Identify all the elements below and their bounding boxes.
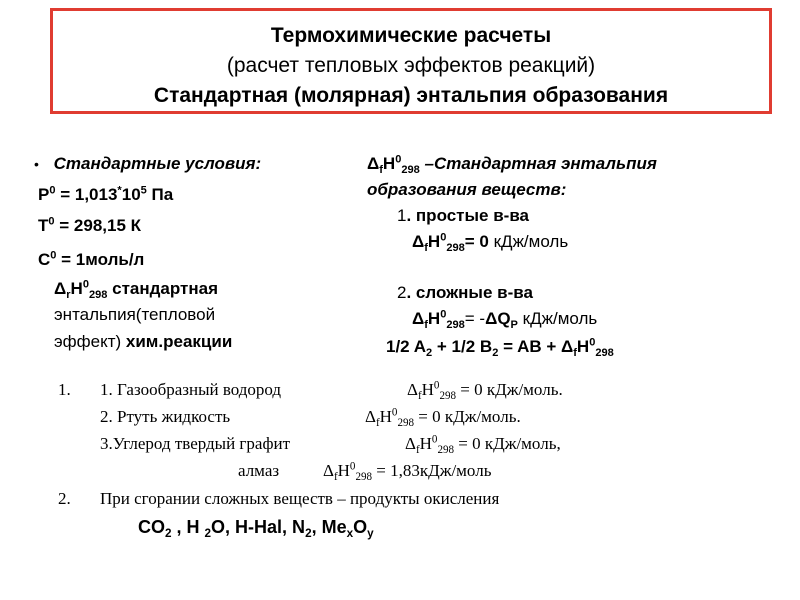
reaction-enthalpy-line: $\Delta_rH^0_{298}$ стандартная <box>54 278 219 301</box>
complex-substances-eq: $\Delta_fH^0_{298}= -\Delta Q_P$ кДж/моль <box>412 308 598 331</box>
formation-enthalpy-heading: $\Delta_fH^0_{298}$ –Стандартная энтальпия <box>367 153 657 176</box>
reaction-enthalpy-line-2: энтальпия(тепловой <box>54 305 216 324</box>
complex-substances: 2. сложные в-ва <box>397 283 533 302</box>
reaction-equation: 1/2 $A_2 + 1/2$ $B_2$ = AB + $\Delta_fH^0_{298}$ <box>386 336 614 359</box>
standard-conditions-heading: • Стандартные условия: <box>34 154 262 173</box>
simple-substances-eq: $\Delta_fH^0_{298}= 0$ кДж/моль <box>412 231 569 254</box>
pressure-line: $P^0 = 1,013^*10^5$ Па <box>38 184 174 204</box>
list-item-diamond: алмаз <box>238 461 280 480</box>
formation-enthalpy-desc: образования веществ: <box>367 180 567 199</box>
list-number-2: 2. <box>58 489 71 508</box>
temperature-line: $T^0 = 298,15$ К <box>38 215 142 235</box>
list-eq-diamond: $\Delta_fH^0_{298}$ = 1,83кДж/моль <box>323 460 492 483</box>
title-line-1: Термохимические расчеты <box>270 24 552 47</box>
simple-substances: 1. простые в-ва <box>397 206 529 225</box>
oxidation-products: $CO_2$ , H $_2$O, H-Hal, $N_2$, $Me_xO_y$ <box>138 517 374 541</box>
list-number-1: 1. <box>58 380 71 399</box>
title-line-2: (расчет тепловых эффектов реакций) <box>226 54 596 77</box>
reaction-enthalpy-line-3: эффект) хим.реакции <box>54 332 233 351</box>
list-eq-graphite: $\Delta_fH^0_{298} = 0$ кДж/моль, <box>405 433 561 456</box>
list-eq-hydrogen: $\Delta_fH^0_{298} = 0$ кДж/моль. <box>407 379 563 402</box>
list-item-hydrogen: 1. Газообразный водород <box>100 380 282 399</box>
list-item-graphite: 3.Углерод твердый графит <box>100 434 290 453</box>
title-line-3: Стандартная (молярная) энтальпия образования <box>153 84 669 107</box>
list-eq-mercury: $\Delta_fH^0_{298} = 0$ кДж/моль. <box>365 406 521 429</box>
title-box <box>50 8 772 114</box>
list-item-mercury: 2. Ртуть жидкость <box>100 407 231 426</box>
list-item-combustion: При сгорании сложных веществ – продукты окисления <box>100 489 500 508</box>
concentration-line: $C^0$ = 1моль/л <box>38 249 145 269</box>
